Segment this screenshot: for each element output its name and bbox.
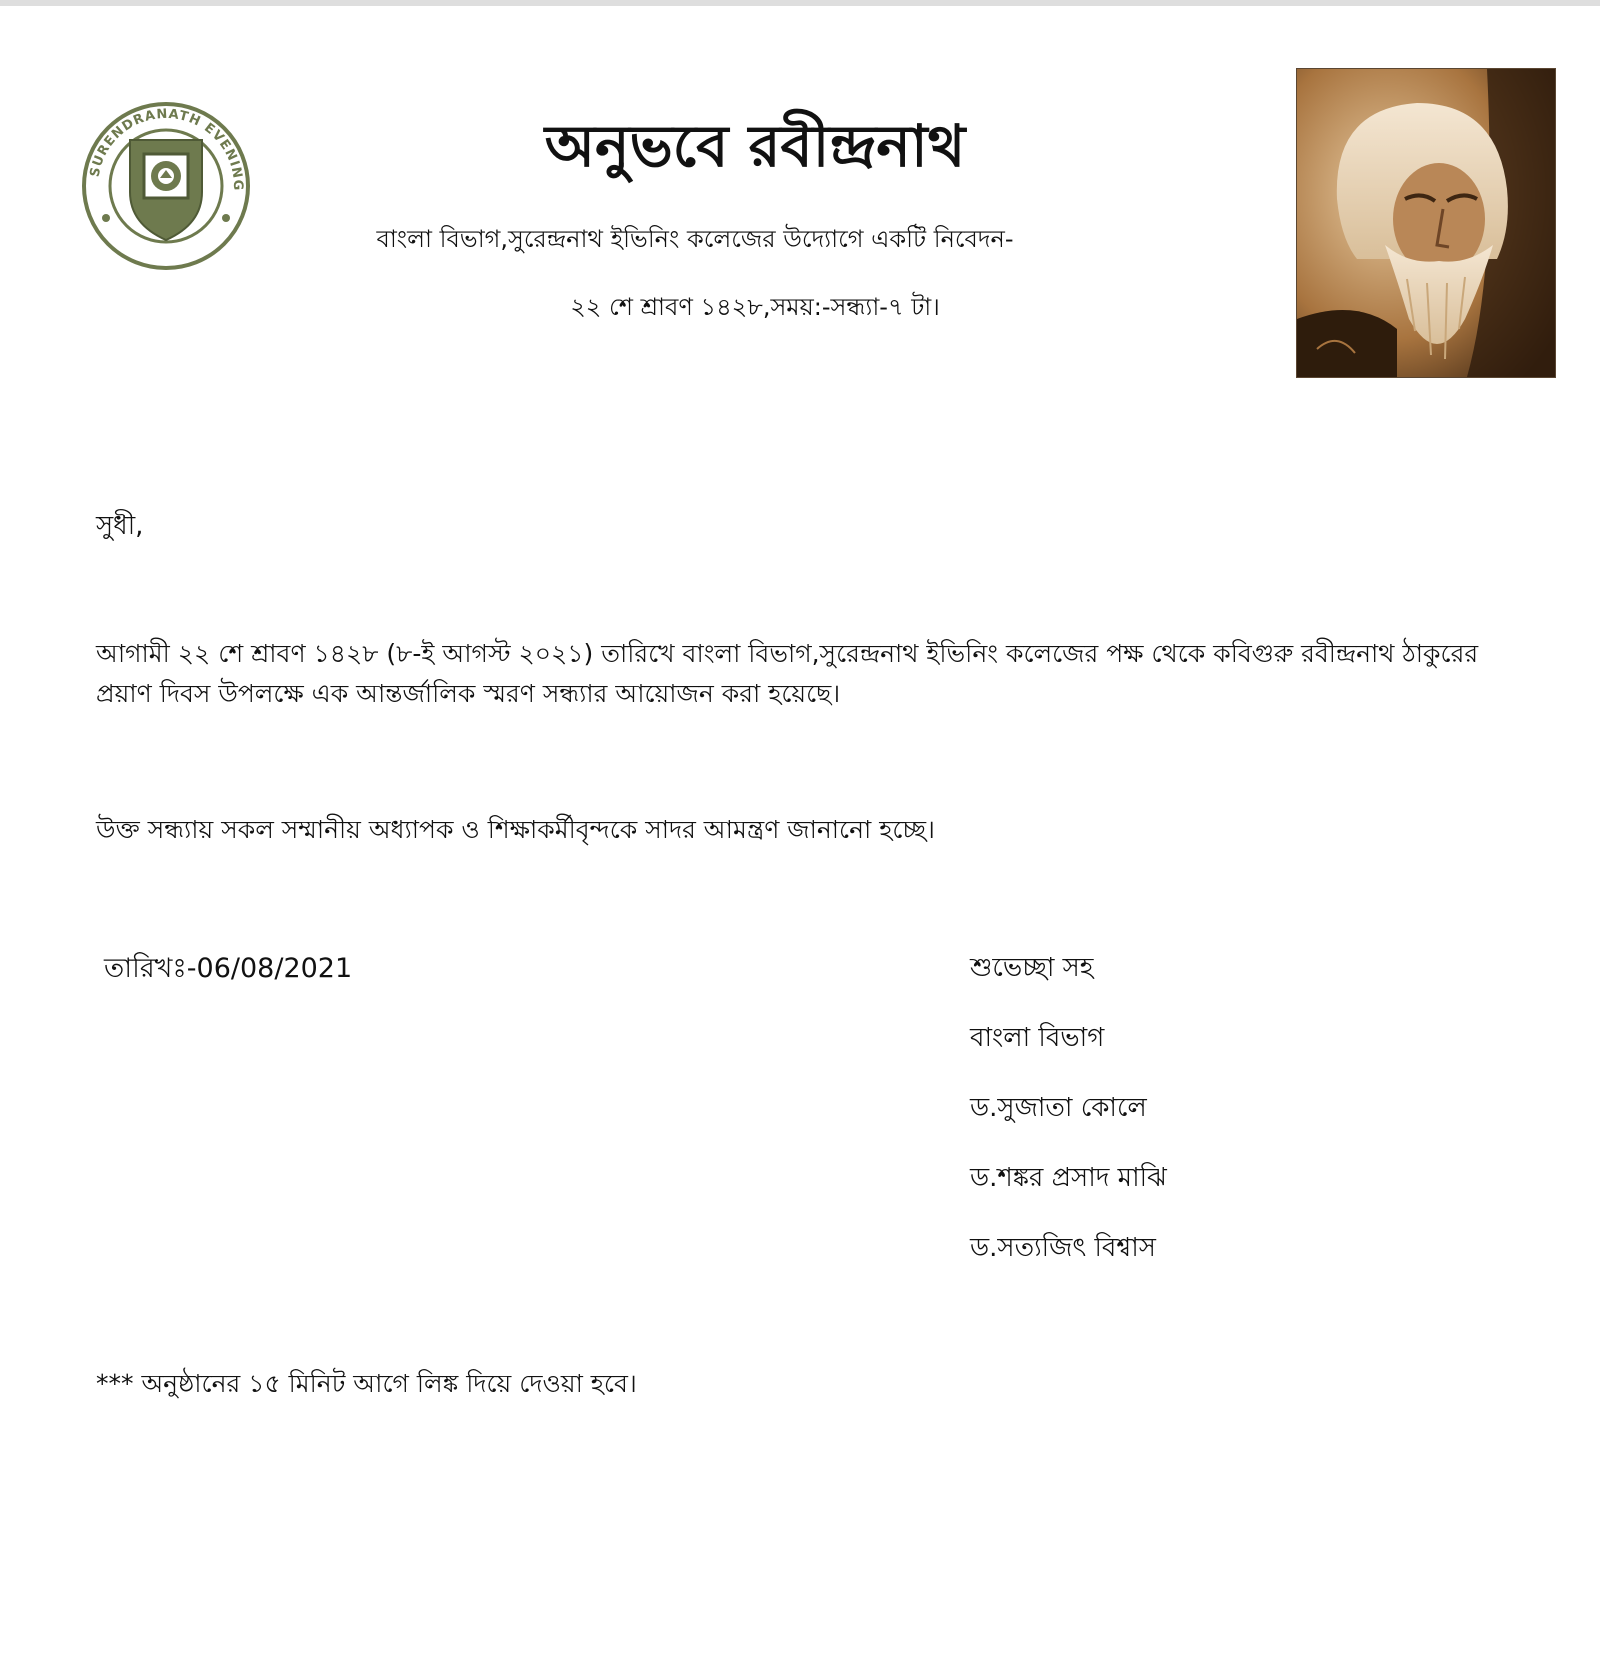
college-seal-icon — [74, 100, 258, 272]
signature-name: ড.সুজাতা কোলে — [970, 1093, 1147, 1123]
logo-text: SURENDRANATH EVENING — [87, 106, 246, 192]
top-border — [0, 0, 1600, 6]
invitation-paragraph: আগামী ২২ শে শ্রাবণ ১৪২৮ (৮-ই আগস্ট ২০২১) তারিখে বাংলা বিভাগ,সুরেন্দ্রনাথ ইভিনিং কলেজের পক্ষ থেকে কবিগুরু রবীন্দ্রনাথ ঠাকুরের প্রয়াণ দিবস উপলক্ষে এক আন্তর্জালিক স্মরণ সন্ধ্যার আয়োজন করা হয়েছে। — [96, 639, 1479, 708]
subtitle: বাংলা বিভাগ,সুরেন্দ্রনাথ ইভিনিং কলেজের উদ্যোগে একটি নিবেদন- — [376, 225, 1014, 253]
invitation-request-paragraph: উক্ত সন্ধ্যায় সকল সম্মানীয় অধ্যাপক ও শিক্ষাকর্মীবৃন্দকে সাদর আমন্ত্রণ জানানো হচ্ছে। — [96, 815, 935, 844]
salutation: সুধী, — [96, 511, 144, 541]
signature-department: বাংলা বিভাগ — [970, 1023, 1105, 1053]
signature-name: ড.সত্যজিৎ বিশ্বাস — [970, 1233, 1156, 1263]
rabindranath-portrait-icon — [1296, 68, 1556, 378]
signature-greeting: শুভেচ্ছা সহ — [970, 953, 1094, 983]
event-date-time: ২২ শে শ্রাবণ ১৪২৮,সময়:-সন্ধ্যা-৭ টা। — [570, 293, 940, 321]
letter-date: তারিখঃ-06/08/2021 — [104, 953, 353, 984]
page-title: অনুভবে রবীন্দ্রনাথ — [544, 112, 966, 180]
link-note: *** অনুষ্ঠানের ১৫ মিনিট আগে লিঙ্ক দিয়ে দেওয়া হবে। — [96, 1369, 637, 1398]
signature-name: ড.শঙ্কর প্রসাদ মাঝি — [970, 1163, 1167, 1193]
